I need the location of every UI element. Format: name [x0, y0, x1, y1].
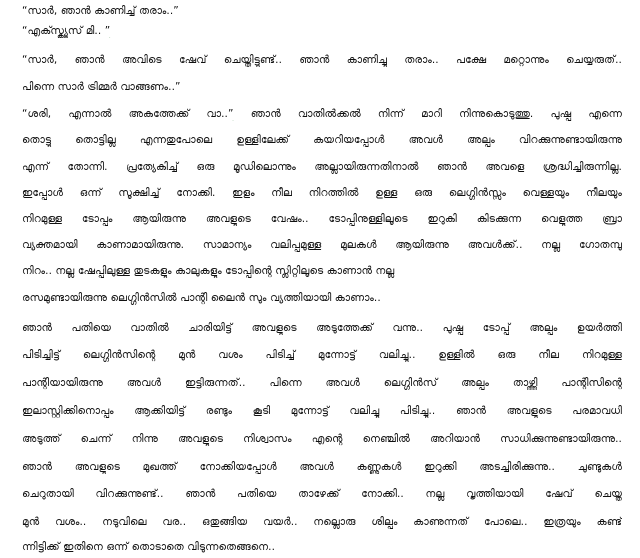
line-text: എന്ന് തോന്നി. പ്രത്യേകിച്ച് ഒരു മൂഡിലൊന്നും അല്ലായിരുന്നതിനാൽ ഞാൻ അവളെ ശ്രദ്ധിച്ചിരുന്നില്ല. — [22, 161, 622, 173]
line-text: വ്യക്തമായി കാണാമായിരുന്നു. സാമാന്യം വലിപ്പമുള്ള മുലകൾ ആയിരുന്നു അവൾക്ക്.. നല്ല ഗോതമ്പു — [22, 239, 622, 251]
line-text: ന്നിട്ടിക്ക് ഇതിനെ ഒന്ന് തൊടാതെ വിടുന്നതെങ്ങനെ.. — [22, 541, 276, 553]
line-text: “സാർ, ഞാൻ കാണിച്ച് തരാം..” — [22, 5, 179, 17]
line-text: ഇപ്പോൾ ഒന്ന് സൂക്ഷിച്ച് നോക്കി. ഇളം നീല നിറത്തിൽ ഉള്ള ഒരു ലെഗ്ഗിൻസ്സും വെള്ളയും നീലയും — [22, 187, 622, 199]
line-text: പിടിച്ചിട്ട് ലെഗ്ഗിൻസിന്റെ മുൻ വശം പിടിച്ച് മുന്നോട്ട് വലിച്ചു.. ഉള്ളിൽ ഒരു നീല നിറമുള്ള — [22, 349, 622, 361]
text-line — [22, 133, 622, 147]
text-line — [22, 24, 622, 38]
line-text: അടുത്ത് ചെന്ന് നിന്നു അവളുടെ നിശ്വാസം എന്റെ നെഞ്ചിൽ അറിയാൻ സാധിക്കുന്നുണ്ടായിരുന്നു.. — [22, 433, 622, 445]
text-line — [22, 487, 622, 501]
text-line — [22, 460, 622, 474]
line-text: മുൻ വശം.. നടുവിലെ വര.. ഒതുങ്ങിയ വയർ.. നല്ലൊരു ശില്പം കാണുന്നത് പോലെ.. ഇത്രയും കണ്ട് — [22, 516, 622, 528]
line-text: ഇലാസ്റ്റിക്കിനൊപ്പം ആക്കിയിട്ട് രണ്ടും കൂടി മുന്നോട്ട് വലിച്ചു പിടിച്ചു.. ഞാൻ അവളുടെ പരമാവധി — [22, 405, 622, 417]
text-line — [22, 376, 622, 390]
text-line — [22, 186, 622, 200]
line-text: “സാർ, ഞാൻ അവിടെ ഷേവ് ചെയ്തിട്ടുണ്ട്.. ഞാൻ കാണിച്ചു തരാം.. പക്ഷേ മറ്റൊന്നും ചെയ്യരുത്.. — [22, 54, 622, 66]
text-line — [22, 160, 622, 174]
line-text: പിന്നെ സാർ ട്രിമ്മർ വാങ്ങണം..” — [22, 81, 181, 93]
line-text: ഞാൻ പതിയെ വാതിൽ ചാരിയിട്ട് അവളുടെ അടുത്തേക്ക് വന്നു.. പുഷ്പ ടോപ്പ് അല്പം ഉയർത്തി — [22, 322, 622, 334]
line-text: ചെറുതായി വിറക്കുന്നുണ്ട്.. ഞാൻ പതിയെ താഴേക്ക് നോക്കി.. നല്ല വൃത്തിയായി ഷേവ് ചെയ്ത — [22, 488, 622, 500]
text-line — [22, 515, 622, 529]
text-line — [22, 80, 622, 94]
line-text: തൊട്ടു തൊട്ടില്ല എന്നതുപോലെ ഉള്ളിലേക്ക് കയറിയപ്പോൾ അവൾ അല്പം വിറക്കുന്നുണ്ടായിരുന്നു — [22, 134, 622, 146]
line-text: “എക്സ്ക്യൂസ് മി.. — [22, 25, 105, 37]
line-text: ഞാൻ വാതിൽക്കൽ നിന്ന് മാറി നിന്നുകൊടുത്തു. പുഷ്പ എന്നെ — [233, 108, 622, 120]
spellcheck-mark: ” — [104, 25, 111, 37]
text-line — [22, 348, 622, 362]
line-text: ഞാൻ അവളുടെ മുഖത്ത് നോക്കിയപ്പോൾ അവൾ കണ്ണുകൾ ഇറുക്കി അടച്ചിരിക്കുന്നു.. ചുണ്ടുകൾ — [22, 461, 622, 473]
text-line — [22, 540, 622, 554]
text-line — [22, 107, 622, 121]
text-line — [22, 404, 622, 418]
line-text: പാന്റിയായിരുന്നു അവൾ ഇട്ടിരുന്നത്.. പിന്നെ അവൾ ലെഗ്ഗിൻസ് അല്പം താഴ്ത്തി പാന്റിസിന്റെ — [22, 377, 622, 389]
text-line — [22, 264, 622, 278]
line-text: നിറം.. നല്ല ഷേപ്പിലുള്ള തുടകളും കാലുകളും ടോപ്പിന്റെ സ്ലിറ്റിലൂടെ കാണാൻ നല്ല — [22, 265, 395, 277]
line-text: “ശരി, എന്നാൽ അകത്തേക്ക് വാ.. — [22, 108, 228, 120]
text-line — [22, 53, 622, 67]
text-line — [22, 432, 622, 446]
line-text: നിറമുള്ള ടോപ്പും ആയിരുന്നു അവളുടെ വേഷം.. ടോപ്പിനുള്ളിലൂടെ ഇറുകി കിടക്കുന്ന വെളുത്ത ബ്രാ — [22, 213, 622, 225]
text-line — [22, 321, 622, 335]
line-text: രസമുണ്ടായിരുന്നു ലെഗ്ഗിൻസിൽ പാന്റി ലൈൻ സും വ്യത്തിയായി കാണാം.. — [22, 292, 381, 304]
text-line — [22, 4, 622, 18]
spellcheck-mark: ” — [228, 108, 234, 120]
text-line — [22, 238, 622, 252]
text-line — [22, 291, 622, 305]
text-line — [22, 212, 622, 226]
